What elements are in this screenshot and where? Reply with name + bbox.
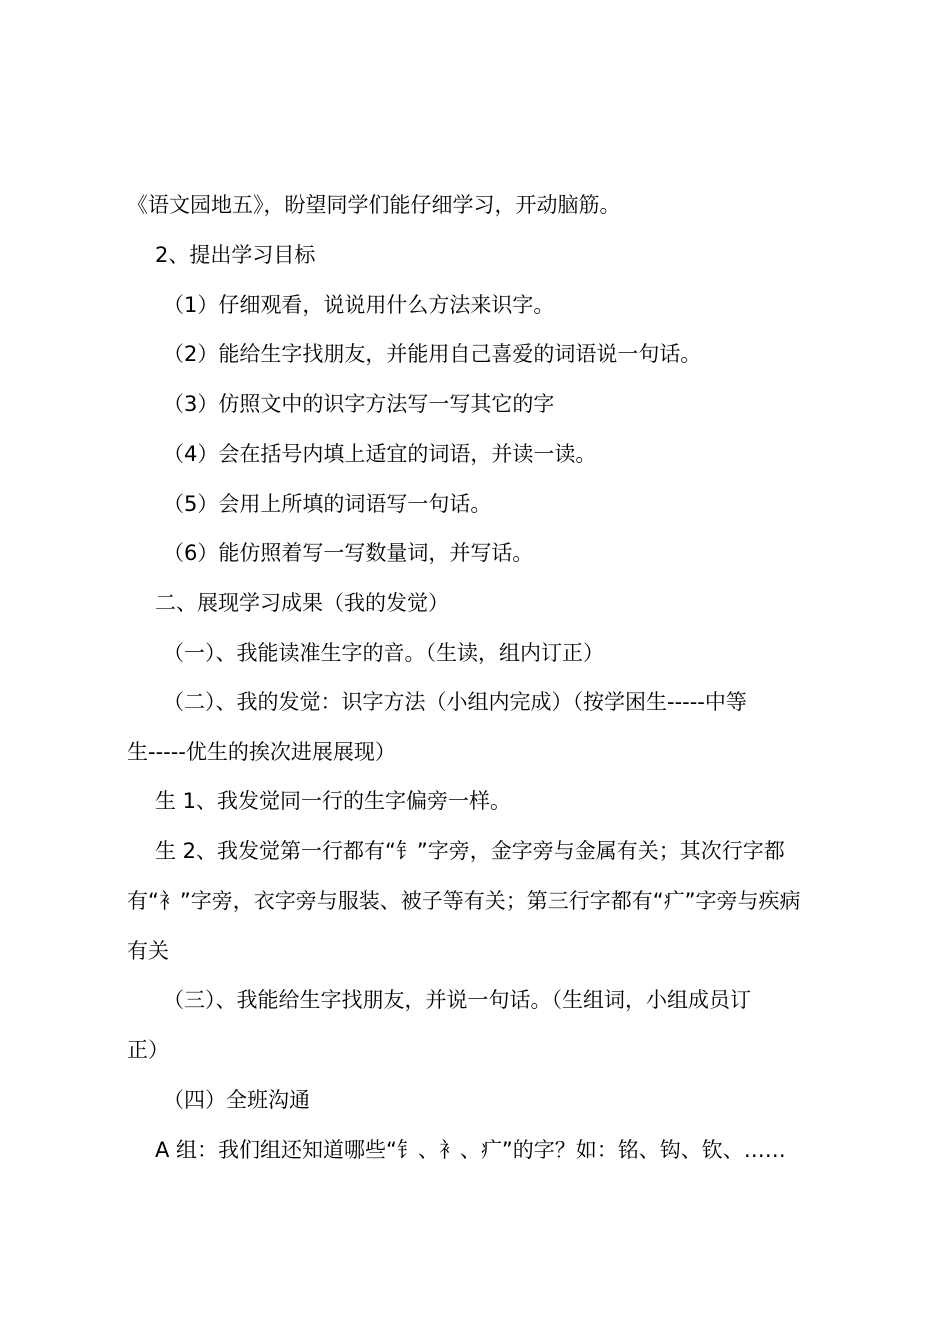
intro-line: 《语文园地五》，盼望同学们能仔细学习，开动脑筋。 xyxy=(127,193,621,217)
goal-item-2: （2）能给生字找朋友，并能用自己喜爱的词语说一句话。 xyxy=(163,342,702,366)
result-item-3-line-2: 正） xyxy=(127,1038,169,1062)
goal-item-1: （1）仔细观看，说说用什么方法来识字。 xyxy=(163,293,555,317)
student-2-remark-line-1: 生 2、我发觉第一行都有“钅”字旁，金字旁与金属有关；其次行字都 xyxy=(155,839,785,863)
result-item-1: （一）、我能读准生字的音。（生读，组内订正） xyxy=(163,641,604,665)
section-heading-goals: 2、提出学习目标 xyxy=(155,243,316,267)
student-2-remark-line-2: 有“衤”字旁，衣字旁与服装、被子等有关；第三行字都有“疒”字旁与疾病 xyxy=(127,889,801,913)
result-item-2-line-1: （二）、我的发觉：识字方法（小组内完成）（按学困生-----中等 xyxy=(163,690,747,714)
result-item-3-line-1: （三）、我能给生字找朋友，并说一句话。（生组词，小组成员订 xyxy=(163,988,751,1012)
goal-item-3: （3）仿照文中的识字方法写一写其它的字 xyxy=(163,392,555,416)
group-a-remark: A 组：我们组还知道哪些“钅、衤、疒”的字？如：铭、钩、钦、…… xyxy=(155,1138,786,1162)
goal-item-4: （4）会在括号内填上适宜的词语，并读一读。 xyxy=(163,442,597,466)
result-item-4: （四）全班沟通 xyxy=(163,1088,310,1112)
section-heading-results: 二、展现学习成果（我的发觉） xyxy=(155,591,449,615)
goal-item-6: （6）能仿照着写一写数量词，并写话。 xyxy=(163,541,534,565)
student-2-remark-line-3: 有关 xyxy=(127,939,169,963)
goal-item-5: （5）会用上所填的词语写一句话。 xyxy=(163,492,492,516)
result-item-2-line-2: 生-----优生的挨次进展展现） xyxy=(127,740,396,764)
student-1-remark: 生 1、我发觉同一行的生字偏旁一样。 xyxy=(155,789,512,813)
